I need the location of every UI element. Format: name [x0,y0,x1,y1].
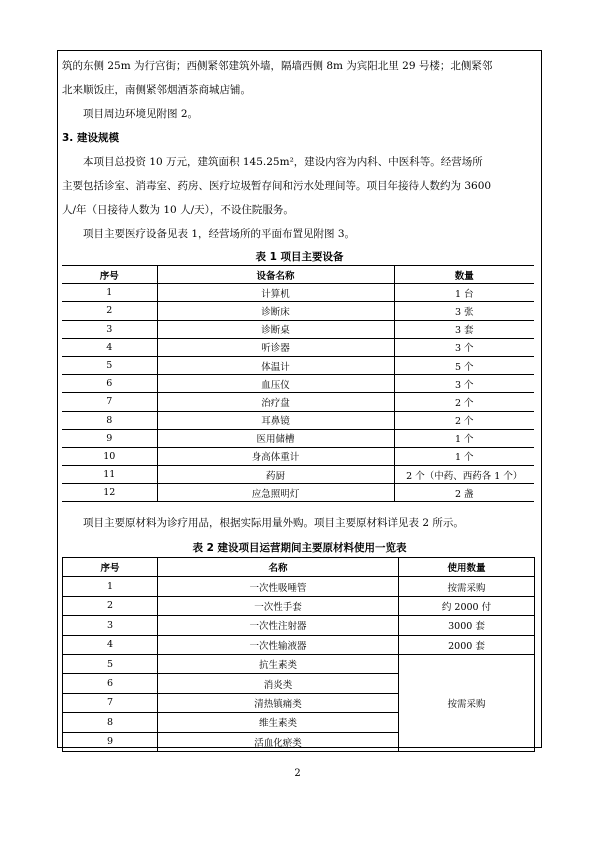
cell-name: 消炎类 [158,674,399,693]
cell-quantity: 3 个 [394,338,534,356]
cell-index: 10 [62,447,157,465]
cell-index: 7 [63,693,158,712]
cell-name: 抗生素类 [158,654,399,673]
cell-index: 9 [62,429,157,447]
table-row [62,466,534,484]
cell-name: 药厨 [157,466,394,484]
intro-line-2: 北来顺饭庄，南侧紧邻烟酒茶商城店铺。 [62,84,251,96]
cell-name: 一次性手套 [158,596,399,615]
table-row [62,284,534,302]
header-quantity: 数量 [394,266,534,284]
header-name: 设备名称 [157,266,394,284]
table-row [63,596,535,615]
cell-index: 11 [62,466,157,484]
scale-para-line-1: 本项目总投资 10 万元，建筑面积 145.25m²，建设内容为内科、中医科等。经营场所 [83,156,483,168]
cell-name: 诊断桌 [157,320,394,338]
cell-usage-merged: 按需采购 [399,654,535,751]
cell-name: 血压仪 [157,375,394,393]
cell-index: 5 [62,356,157,374]
materials-table-body [63,577,535,752]
table-row [63,577,535,596]
cell-quantity: 1 个 [394,429,534,447]
scale-para-line-3: 人/年（日接待人数为 10 人/天），不设住院服务。 [62,204,294,216]
cell-index: 3 [63,616,158,635]
cell-index: 1 [63,577,158,596]
cell-quantity: 2 个（中药、西药各 1 个） [394,466,534,484]
cell-name: 耳鼻镜 [157,411,394,429]
header-name: 名称 [158,558,399,577]
materials-table [62,557,535,752]
table-row [62,320,534,338]
cell-name: 活血化瘀类 [158,732,399,751]
table-header-row [62,266,534,284]
header-usage: 使用数量 [399,558,535,577]
cell-quantity: 3 套 [394,320,534,338]
cell-name: 诊断床 [157,302,394,320]
cell-index: 2 [62,302,157,320]
page-number: 2 [294,768,301,779]
section-heading: 3. 建设规模 [62,132,119,144]
cell-index: 4 [63,635,158,654]
table-header-row [63,558,535,577]
equipment-reference: 项目主要医疗设备见表 1，经营场所的平面布置见附图 3。 [83,228,356,240]
table-row [63,635,535,654]
cell-index: 3 [62,320,157,338]
cell-quantity: 2 盏 [394,484,534,502]
cell-usage: 按需采购 [399,577,535,596]
cell-name: 医用储槽 [157,429,394,447]
cell-index: 7 [62,393,157,411]
cell-index: 1 [62,284,157,302]
cell-name: 一次性输液器 [158,635,399,654]
table2-caption: 表 2 建设项目运营期间主要原材料使用一览表 [192,542,407,554]
materials-intro: 项目主要原材料为诊疗用品，根据实际用量外购。项目主要原材料详见表 2 所示。 [83,517,464,529]
cell-index: 2 [63,596,158,615]
table-row [62,302,534,320]
cell-quantity: 3 个 [394,375,534,393]
cell-index: 8 [63,713,158,732]
cell-quantity: 1 台 [394,284,534,302]
table-row [62,447,534,465]
table-row [62,429,534,447]
cell-name: 一次性吸唾管 [158,577,399,596]
cell-quantity: 1 个 [394,447,534,465]
cell-name: 治疗盘 [157,393,394,411]
cell-name: 一次性注射器 [158,616,399,635]
table-row [63,654,535,673]
cell-index: 9 [63,732,158,751]
cell-usage: 2000 套 [399,635,535,654]
header-index: 序号 [62,266,157,284]
cell-name: 应急照明灯 [157,484,394,502]
cell-quantity: 3 张 [394,302,534,320]
cell-index: 4 [62,338,157,356]
table-row [63,616,535,635]
cell-quantity: 2 个 [394,411,534,429]
cell-name: 身高体重计 [157,447,394,465]
cell-quantity: 2 个 [394,393,534,411]
equipment-table [62,265,534,502]
cell-name: 听诊器 [157,338,394,356]
intro-line-1: 筑的东侧 25m 为行宫街；西侧紧邻建筑外墙，隔墙西侧 8m 为宾阳北里 29 号楼；北侧紧邻 [62,60,493,72]
cell-index: 12 [62,484,157,502]
cell-name: 清热镇痛类 [158,693,399,712]
table-row [62,484,534,502]
cell-usage: 3000 套 [399,616,535,635]
table1-caption: 表 1 项目主要设备 [255,251,344,263]
intro-line-3: 项目周边环境见附图 2。 [83,108,199,120]
cell-name: 体温计 [157,356,394,374]
table-row [62,338,534,356]
cell-quantity: 5 个 [394,356,534,374]
header-index: 序号 [63,558,158,577]
equipment-table-body [62,284,534,502]
cell-index: 8 [62,411,157,429]
cell-name: 计算机 [157,284,394,302]
cell-index: 5 [63,654,158,673]
table-row [62,411,534,429]
table-row [62,393,534,411]
table-row [62,356,534,374]
cell-usage: 约 2000 付 [399,596,535,615]
cell-index: 6 [62,375,157,393]
cell-index: 6 [63,674,158,693]
table-row [62,375,534,393]
cell-name: 维生素类 [158,713,399,732]
scale-para-line-2: 主要包括诊室、消毒室、药房、医疗垃圾暂存间和污水处理间等。项目年接待人数约为 3600 [62,180,492,192]
